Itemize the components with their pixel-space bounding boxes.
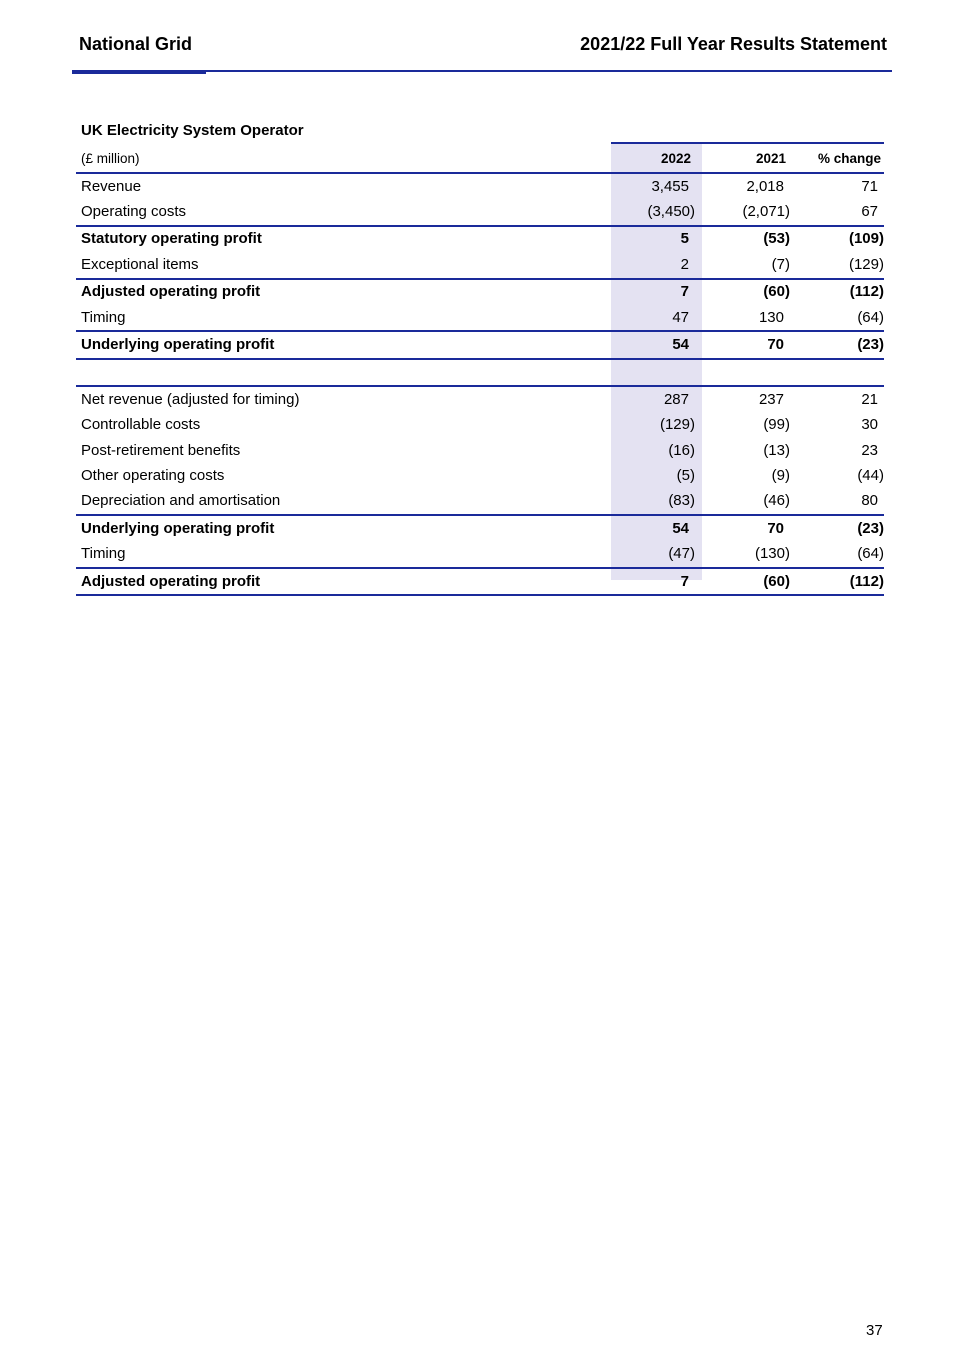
row-label: Controllable costs	[81, 416, 201, 434]
table-header-row	[76, 146, 884, 173]
section-title: UK Electricity System Operator	[81, 122, 304, 139]
table-row	[76, 199, 884, 225]
table-row	[76, 489, 884, 515]
value-change: (112)	[849, 283, 884, 301]
row-label	[76, 359, 600, 386]
value-change: 30	[861, 416, 878, 434]
value-2022: 287	[663, 390, 689, 408]
table-row	[76, 463, 884, 488]
value-change: (129)	[790, 252, 884, 278]
value-change: 80	[790, 489, 884, 515]
value-2021: 237	[758, 390, 784, 408]
value-2021: 130	[695, 305, 790, 331]
table-row	[76, 438, 884, 463]
value-2021: (7)	[695, 252, 790, 278]
table-row	[76, 252, 884, 278]
company-name: National Grid	[79, 34, 193, 54]
value-change: (23)	[857, 519, 884, 537]
row-label: Net revenue (adjusted for timing)	[81, 390, 300, 408]
column-header-2021: 2021	[695, 146, 790, 173]
value-2021: (60)	[763, 283, 790, 301]
value-2021: (130)	[695, 541, 790, 567]
table-row	[76, 413, 884, 438]
value-2021: (99)	[763, 416, 790, 434]
value-change: 23	[861, 441, 878, 459]
row-label: Statutory operating profit	[81, 230, 262, 248]
value-2022: 54	[672, 519, 689, 537]
value-2021: 2,018	[746, 177, 784, 195]
row-label: Adjusted operating profit	[81, 283, 261, 301]
column-header-change: % change	[790, 146, 884, 173]
value-2022: 7	[680, 283, 689, 301]
column-header-2022: 2022	[600, 146, 695, 173]
value-2021: (60)	[695, 568, 790, 595]
table-row	[76, 173, 884, 199]
table-row	[76, 515, 884, 541]
value-2021: (46)	[695, 489, 790, 515]
header-rule-accent	[72, 70, 206, 74]
value-2022: (5)	[676, 466, 695, 484]
financial-table	[76, 146, 884, 596]
row-label: Adjusted operating profit	[76, 568, 600, 595]
table-row	[76, 331, 884, 358]
value-change: 67	[790, 199, 884, 225]
value-2022: (129)	[659, 416, 695, 434]
value-2021: (2,071)	[695, 199, 790, 225]
value-2022: 3,455	[651, 177, 689, 195]
value-2021: (53)	[763, 230, 790, 248]
value-2021	[695, 359, 790, 386]
row-label: Timing	[76, 541, 600, 567]
value-change	[790, 359, 884, 386]
row-label: Exceptional items	[76, 252, 600, 278]
value-change: (44)	[857, 466, 884, 484]
row-label: Post-retirement benefits	[81, 441, 241, 459]
table-row	[76, 305, 884, 331]
value-2022: (16)	[668, 441, 695, 459]
value-2022: (47)	[600, 541, 695, 567]
year-columns-rule	[611, 142, 884, 144]
row-label: Operating costs	[76, 199, 600, 225]
value-2021: 70	[695, 331, 790, 358]
row-label: Underlying operating profit	[81, 519, 275, 537]
value-change: (109)	[848, 230, 884, 248]
value-change: 71	[861, 177, 878, 195]
value-change: (64)	[790, 305, 884, 331]
value-change: 21	[861, 390, 878, 408]
page-number: 37	[866, 1322, 883, 1339]
value-2022: (3,450)	[600, 199, 695, 225]
value-change: (112)	[790, 568, 884, 595]
table-row	[76, 568, 884, 595]
table-row	[76, 541, 884, 567]
value-2022: 7	[600, 568, 695, 595]
table-row	[76, 279, 884, 305]
row-label: Underlying operating profit	[76, 331, 600, 358]
value-2021: 70	[767, 519, 784, 537]
value-2022: 2	[600, 252, 695, 278]
table-row	[76, 226, 884, 252]
value-2022: (83)	[600, 489, 695, 515]
table-row	[76, 386, 884, 412]
value-2022: 47	[600, 305, 695, 331]
row-label: Other operating costs	[81, 466, 225, 484]
value-2021: (9)	[771, 466, 790, 484]
spacer-row	[76, 359, 884, 386]
value-change: (23)	[790, 331, 884, 358]
units-label: (£ million)	[76, 146, 600, 173]
row-label: Revenue	[81, 177, 142, 195]
value-change: (64)	[790, 541, 884, 567]
document-title: 2021/22 Full Year Results Statement	[580, 34, 887, 54]
value-2021: (13)	[763, 441, 790, 459]
row-label: Depreciation and amortisation	[76, 489, 600, 515]
value-2022: 5	[680, 230, 689, 248]
row-label: Timing	[76, 305, 600, 331]
value-2022: 54	[600, 331, 695, 358]
value-2022	[600, 359, 695, 386]
